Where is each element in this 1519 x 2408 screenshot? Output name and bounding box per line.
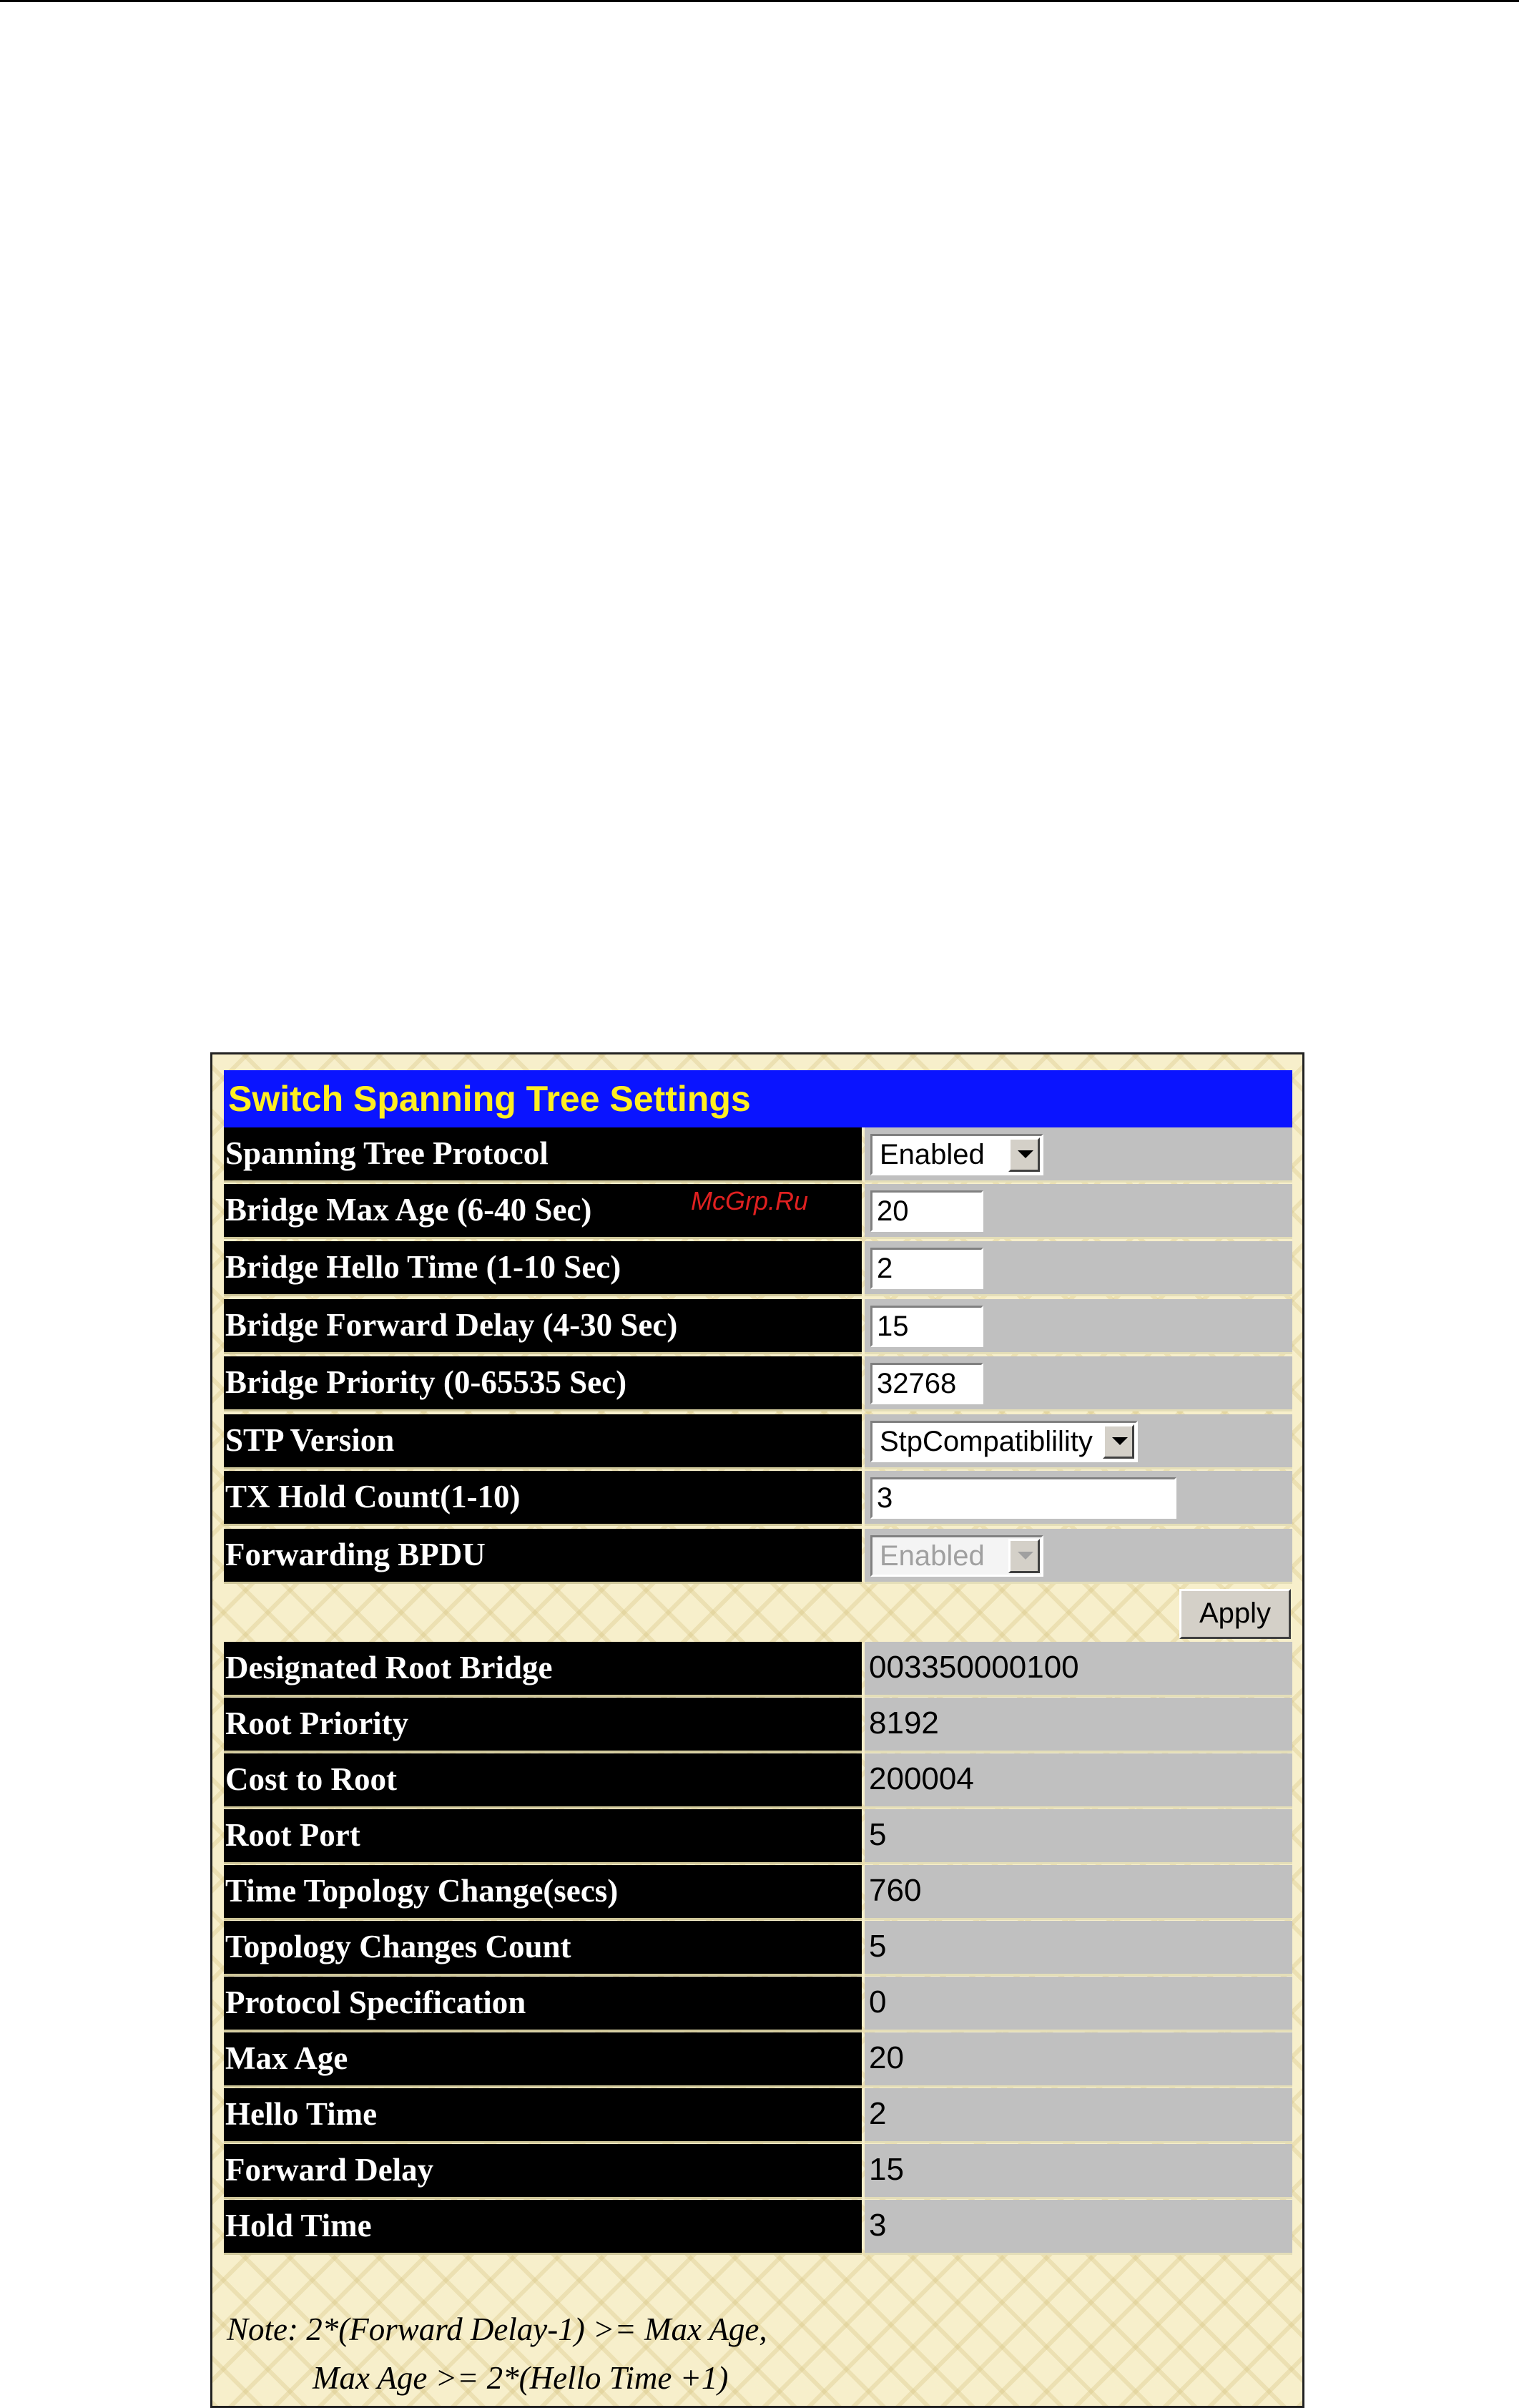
row-label: STP Version (224, 1414, 862, 1469)
status-row-hello-time (224, 2088, 1292, 2143)
row-value-cell (865, 1865, 1292, 1920)
select-value: Enabled (880, 1540, 985, 1572)
row-label: Hold Time (224, 2200, 862, 2255)
row-value: 3 (869, 2208, 887, 2243)
row-value: 2 (869, 2096, 887, 2131)
bridge-hello-time-input[interactable]: 2 (870, 1248, 983, 1289)
apply-button[interactable]: Apply (1179, 1589, 1291, 1639)
row-value-cell (865, 2144, 1292, 2199)
status-row-hold-time (224, 2200, 1292, 2255)
row-bridge-forward-delay (224, 1299, 1292, 1354)
spanning-tree-protocol-select[interactable] (870, 1134, 1043, 1175)
row-label: Spanning Tree Protocol (224, 1127, 862, 1183)
row-label: Protocol Specification (224, 1977, 862, 2032)
note-line-2: Max Age >= 2*(Hello Time +1) (313, 2360, 729, 2396)
row-label: Bridge Hello Time (1-10 Sec) (224, 1241, 862, 1296)
row-label: Bridge Max Age (6-40 Sec) (224, 1184, 862, 1239)
page-top-rule (0, 0, 1519, 2)
row-value-cell (865, 1299, 1292, 1354)
row-value-cell (865, 1642, 1292, 1697)
note-line-1: Note: 2*(Forward Delay-1) >= Max Age, (227, 2311, 767, 2347)
bridge-priority-input[interactable]: 32768 (870, 1363, 983, 1404)
watermark: McGrp.Ru (691, 1186, 809, 1215)
row-label: Root Port (224, 1809, 862, 1864)
row-label: Forwarding BPDU (224, 1529, 862, 1584)
status-row-topology-changes-count (224, 1921, 1292, 1976)
row-label: Cost to Root (224, 1753, 862, 1809)
status-row-designated-root-bridge (224, 1642, 1292, 1697)
row-tx-hold-count (224, 1471, 1292, 1526)
row-label: Forward Delay (224, 2144, 862, 2199)
row-value: 20 (869, 2040, 904, 2075)
formula-note (227, 2305, 767, 2402)
row-label: Max Age (224, 2032, 862, 2088)
row-value-cell (865, 1977, 1292, 2032)
row-value-cell (865, 1809, 1292, 1864)
row-value-cell (865, 2088, 1292, 2143)
row-value-cell (865, 1127, 1292, 1183)
row-value: 5 (869, 1817, 887, 1852)
stp-version-select[interactable] (870, 1421, 1138, 1462)
status-row-max-age (224, 2032, 1292, 2088)
row-label: Bridge Forward Delay (4-30 Sec) (224, 1299, 862, 1354)
forwarding-bpdu-select (870, 1535, 1043, 1577)
status-row-root-priority (224, 1698, 1292, 1753)
row-value: 003350000100 (869, 1650, 1079, 1685)
row-value-cell (865, 2200, 1292, 2255)
select-value: Enabled (880, 1139, 985, 1170)
title-bar (224, 1070, 1292, 1127)
row-forwarding-bpdu (224, 1529, 1292, 1584)
row-value-cell (865, 1414, 1292, 1469)
row-label: Hello Time (224, 2088, 862, 2143)
stp-settings-panel (210, 1052, 1304, 2408)
row-label: TX Hold Count(1-10) (224, 1471, 862, 1526)
row-value-cell (865, 1184, 1292, 1239)
row-value-cell (865, 1753, 1292, 1809)
row-bridge-hello-time (224, 1241, 1292, 1296)
row-value-cell (865, 1698, 1292, 1753)
status-row-protocol-specification (224, 1977, 1292, 2032)
row-value: 760 (869, 1873, 922, 1908)
status-row-forward-delay (224, 2144, 1292, 2199)
row-bridge-priority (224, 1356, 1292, 1411)
chevron-down-icon[interactable] (1103, 1424, 1134, 1459)
bridge-forward-delay-input[interactable]: 15 (870, 1306, 983, 1347)
row-value-cell (865, 1921, 1292, 1976)
row-value-cell (865, 1356, 1292, 1411)
apply-row (224, 1587, 1292, 1642)
chevron-down-icon[interactable] (1008, 1137, 1040, 1172)
tx-hold-count-input[interactable]: 3 (870, 1477, 1176, 1519)
status-row-root-port (224, 1809, 1292, 1864)
chevron-down-icon (1008, 1539, 1040, 1573)
row-stp-version (224, 1414, 1292, 1469)
row-label: Root Priority (224, 1698, 862, 1753)
row-value: 15 (869, 2152, 904, 2187)
row-label: Designated Root Bridge (224, 1642, 862, 1697)
row-value: 5 (869, 1929, 887, 1964)
row-label: Bridge Priority (0-65535 Sec) (224, 1356, 862, 1411)
row-value-cell (865, 2032, 1292, 2088)
row-label: Topology Changes Count (224, 1921, 862, 1976)
row-value: 200004 (869, 1761, 974, 1796)
status-row-cost-to-root (224, 1753, 1292, 1809)
page-title: Switch Spanning Tree Settings (228, 1079, 751, 1119)
select-value: StpCompatiblility (880, 1426, 1093, 1457)
row-value: 8192 (869, 1705, 939, 1741)
row-value: 0 (869, 1984, 887, 2020)
row-value-cell (865, 1471, 1292, 1526)
row-label: Time Topology Change(secs) (224, 1865, 862, 1920)
row-value-cell (865, 1529, 1292, 1584)
bridge-max-age-input[interactable]: 20 (870, 1190, 983, 1232)
status-row-time-topology-change (224, 1865, 1292, 1920)
row-spanning-tree-protocol (224, 1127, 1292, 1183)
row-value-cell (865, 1241, 1292, 1296)
